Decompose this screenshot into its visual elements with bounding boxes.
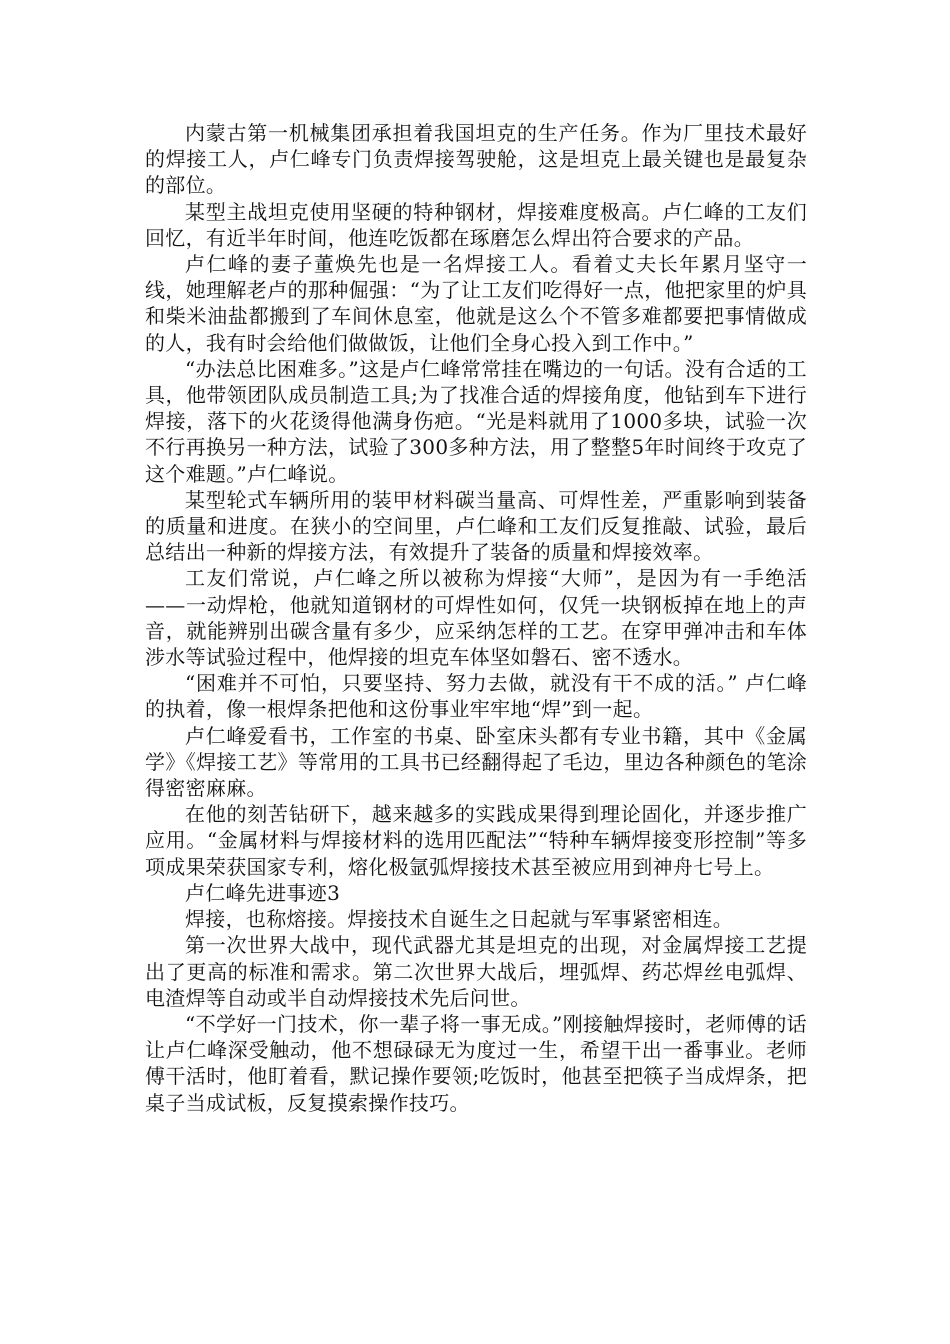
paragraph-1: 内蒙古第一机械集团承担着我国坦克的生产任务。作为厂里技术最好的焊接工人，卢仁峰专门负责焊接驾驶舱，这是坦克上最关键也是最复杂的部位。 xyxy=(145,121,807,198)
document-body xyxy=(145,120,807,1116)
paragraph-4: “办法总比困难多。”这是卢仁峰常常挂在嘴边的一句话。没有合适的工具，他带领团队成员制造工具;为了找准合适的焊接角度，他钻到车下进行焊接，落下的火花烫得他满身伤疤。“光是料就用了1000多块，试验一次不行再换另一种方法，试验了300多种方法，用了整整5年时间终于攻克了这个难题。”卢仁峰说。 xyxy=(145,356,807,486)
paragraph-10: 焊接，也称熔接。焊接技术自诞生之日起就与军事紧密相连。 xyxy=(185,907,734,932)
paragraph-8: 卢仁峰爱看书，工作室的书桌、卧室床头都有专业书籍，其中《金属学》《焊接工艺》等常用的工具书已经翻得起了毛边，里边各种颜色的笔涂得密密麻麻。 xyxy=(145,723,807,801)
paragraph-6: 工友们常说，卢仁峰之所以被称为焊接“大师”，是因为有一手绝活——一动焊枪，他就知道钢材的可焊性如何，仅凭一块钢板掉在地上的声音，就能辨别出碳含量有多少，应采纳怎样的工艺。在穿甲弹冲击和车体涉水等试验过程中，他焊接的坦克车体坚如磐石、密不透水。 xyxy=(145,566,807,670)
paragraph-9: 在他的刻苦钻研下，越来越多的实践成果得到理论固化，并逐步推广应用。“金属材料与焊接材料的选用匹配法”“特种车辆焊接变形控制”等多项成果荣获国家专利，熔化极氩弧焊接技术甚至被应用到神舟七号上。 xyxy=(145,802,807,879)
paragraph-3: 卢仁峰的妻子董焕先也是一名焊接工人。看着丈夫长年累月坚守一线，她理解老卢的那种倔强：“为了让工友们吃得好一点，他把家里的炉具和柴米油盐都搬到了车间休息室，他就是这么个不管多难都要把事情做成的人，我有时会给他们做做饭，让他们全身心投入到工作中。” xyxy=(145,252,807,355)
paragraph-5: 某型轮式车辆所用的装甲材料碳当量高、可焊性差，严重影响到装备的质量和进度。在狭小的空间里，卢仁峰和工友们反复推敲、试验，最后总结出一种新的焊接方法，有效提升了装备的质量和焊接效率。 xyxy=(145,487,807,565)
paragraph-2: 某型主战坦克使用坚硬的特种钢材，焊接难度极高。卢仁峰的工友们回忆，有近半年时间，他连吃饭都在琢磨怎么焊出符合要求的产品。 xyxy=(145,199,807,250)
paragraph-12: “不学好一门技术，你一辈子将一事无成。”刚接触焊接时，老师傅的话让卢仁峰深受触动，他不想碌碌无为度过一生，希望干出一番事业。老师傅干活时，他盯着看，默记操作要领;吃饭时，他甚至把筷子当成焊条，把桌子当成试板，反复摸索操作技巧。 xyxy=(145,1011,807,1115)
paragraph-11: 第一次世界大战中，现代武器尤其是坦克的出现，对金属焊接工艺提出了更高的标准和需求。第二次世界大战后，埋弧焊、药芯焊丝电弧焊、电渣焊等自动或半自动焊接技术先后问世。 xyxy=(145,933,807,1010)
section-heading: 卢仁峰先进事迹3 xyxy=(185,880,341,905)
paragraph-7: “困难并不可怕，只要坚持、努力去做，就没有干不成的活。” 卢仁峰的执着，像一根焊条把他和这份事业牢牢地“焊”到一起。 xyxy=(145,671,807,722)
